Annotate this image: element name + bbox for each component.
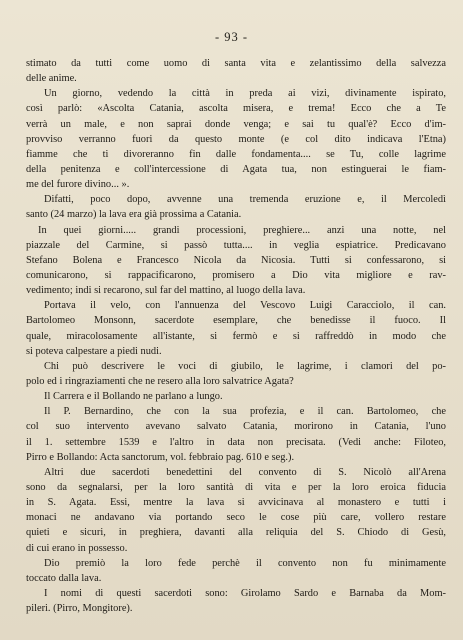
text-line: vedimento; indi si recarono, sul far del mattino, al luogo della lava.: [26, 285, 306, 297]
text-line: così parlò: «Ascolta Catania, ascolta misera, e trema! Ecco che a Te: [26, 103, 446, 115]
text-line: Il Carrera e il Bollando ne parlano a lungo.: [44, 391, 223, 403]
text-line: fiamme che ti divoreranno fin dalle fondamenta.... se Tu, colle lagrime: [26, 148, 446, 160]
text-line: comunicarono, si rappacificarono, promisero a Dio vita migliore e rav-: [26, 269, 446, 281]
text-line: col suo intervento avevano salvato Catania, morirono in Catania, l'uno: [26, 421, 446, 433]
text-line: delle anime.: [26, 73, 77, 85]
text-line: I nomi di questi sacerdoti sono: Girolamo Sardo e Barnaba da Mom-: [44, 587, 446, 599]
text-line: della penitenza e coll'intercessione di Agata tua, non estinguerai le fiam-: [26, 163, 446, 175]
text-line: piazzale del Carmine, si passò tutta.... in veglia espiatrice. Predicavano: [26, 239, 446, 251]
text-line: Portava il velo, con l'annuenza del Vescovo Luigi Caracciolo, il can.: [44, 300, 446, 312]
text-line: santo (24 marzo) la lava era già prossima a Catania.: [26, 209, 242, 221]
text-line: il 1. settembre 1539 e l'altro in data non precisata. (Vedi anche: Filoteo,: [26, 436, 446, 448]
text-line: me del furore divino... ».: [26, 179, 130, 191]
text-line: toccato dalla lava.: [26, 572, 102, 584]
text-line: pileri. (Pirro, Mongitore).: [26, 603, 133, 615]
text-line: Un giorno, vedendo la città in preda ai vizi, divinamente ispirato,: [44, 88, 446, 100]
text-line: quieti e sicuri, in preghiera, davanti alla reliquia del S. Chiodo di Gesù,: [26, 527, 446, 539]
body-text: [26, 56, 446, 616]
text-line: Chi può descrivere le voci di giubilo, le lagrime, i clamori del po-: [44, 360, 446, 372]
text-line: Altri due sacerdoti benedettini del convento di S. Nicolò all'Arena: [44, 466, 446, 478]
text-line: stimato da tutti come uomo di santa vita e zelantissimo della salvezza: [26, 58, 446, 69]
text-line: di cui erano in possesso.: [26, 542, 128, 554]
text-line: quale, miracolosamente all'istante, si fermò e si raffreddò in modo che: [26, 330, 446, 342]
text-line: Bartolomeo Monsonn, sacerdote esemplare, che benedisse il fuoco. Il: [26, 315, 446, 327]
text-line: Dio premiò la loro fede perchè il convento non fu minimamente: [44, 557, 446, 569]
page-number: - 93 -: [214, 30, 249, 44]
text-line: Stefano Bolena e Francesco Nicola da Nicosia. Tutti si confessarono, si: [26, 254, 446, 266]
text-line: Il P. Bernardino, che con la sua profezia, e il can. Bartolomeo, che: [44, 406, 446, 418]
text-line: sono da segnalarsi, per la loro santità di vita e per la loro eroica fiducia: [26, 481, 446, 493]
text-line: si poteva calpestare a piedi nudi.: [26, 345, 162, 357]
text-line: in S. Agata. Essi, mentre la lava si avvicinava al monastero e tutti i: [26, 497, 446, 509]
text-line: polo ed i ringraziamenti che ne resero alla loro salvatrice Agata?: [26, 375, 294, 387]
text-line: verrà un male, e non saprai donde venga; e sai tu qual'è? Ecco d'im-: [26, 118, 446, 130]
text-line: Difatti, poco dopo, avvenne una tremenda eruzione e, il Mercoledì: [44, 194, 446, 206]
text-line: Pirro e Bollando: Acta sanctorum, vol. febbraio pag. 610 e seg.).: [26, 451, 295, 463]
text-line: In quei giorni..... grandi processioni, preghiere... anzi una notte, nel: [38, 224, 446, 236]
text-line: provviso verranno fuori da questo monte (e col dito indicava l'Etna): [26, 133, 446, 145]
text-line: monaci ne andavano via portando seco le cose più care, vollero restare: [26, 512, 446, 524]
